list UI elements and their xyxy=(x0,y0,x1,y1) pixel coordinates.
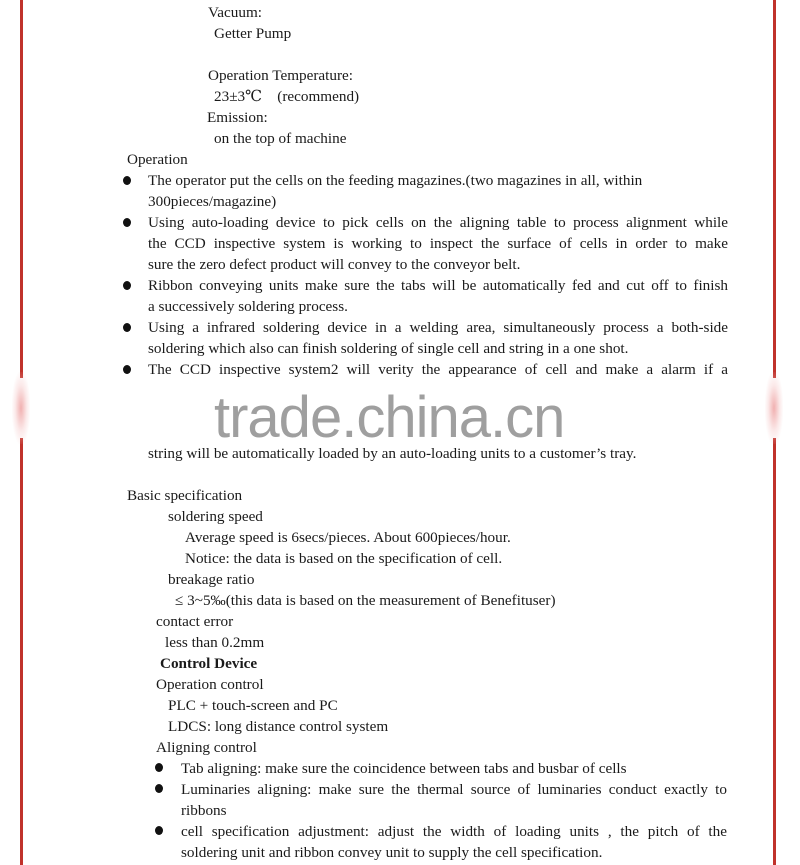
soldering-speed-label: soldering speed xyxy=(168,508,263,525)
bullet-icon xyxy=(123,218,131,227)
control-device-heading: Control Device xyxy=(160,655,258,672)
list-item-text-line: cell specification adjustment: adjust the width of loading units , the pitch of the xyxy=(181,823,727,840)
list-item-text-line: string will be automatically loaded by an auto-loading units to a customer’s tray. xyxy=(148,445,637,462)
list-item-text-line: the CCD inspective system is working to inspect the surface of cells in order to make xyxy=(148,235,728,252)
breakage-ratio-label: breakage ratio xyxy=(168,571,255,588)
soldering-speed-notice: Notice: the data is based on the specification of cell. xyxy=(185,550,503,567)
operation-control-item: PLC + touch-screen and PC xyxy=(168,697,338,714)
breakage-ratio-value: ≤ 3~5‰(this data is based on the measurement of Benefituser) xyxy=(175,592,556,609)
list-item-text-line: Using auto-loading device to pick cells on the aligning table to process alignment while xyxy=(148,214,728,231)
bullet-icon xyxy=(123,281,131,290)
emission-label: Emission: xyxy=(207,109,268,126)
bullet-icon xyxy=(123,365,131,374)
list-item-text-line: Tab aligning: make sure the coincidence between tabs and busbar of cells xyxy=(181,760,627,777)
list-item-text-line: a successively soldering process. xyxy=(148,298,348,315)
operation-control-item: LDCS: long distance control system xyxy=(168,718,389,735)
bullet-icon xyxy=(155,763,163,772)
list-item-text-line: sure the zero defect product will convey to the conveyor belt. xyxy=(148,256,521,273)
watermark-text: trade.china.cn xyxy=(214,385,565,450)
bullet-icon xyxy=(123,323,131,332)
list-item-text-line: The operator put the cells on the feeding magazines.(two magazines in all, within xyxy=(148,172,643,189)
emission-value: on the top of machine xyxy=(214,130,347,147)
contact-error-label: contact error xyxy=(156,613,234,630)
list-item-text-line: ribbons xyxy=(181,802,227,819)
list-item-text-line: soldering which also can finish soldering of single cell and string in a one shot. xyxy=(148,340,629,357)
aligning-control-label: Aligning control xyxy=(156,739,257,756)
left-border-glow xyxy=(12,372,30,444)
right-border-line xyxy=(773,0,776,378)
list-item-text-line: 300pieces/magazine) xyxy=(148,193,277,210)
list-item-text-line: Using a infrared soldering device in a welding area, simultaneously process a both-side xyxy=(148,319,728,336)
vacuum-label: Vacuum: xyxy=(208,4,262,21)
operation-heading: Operation xyxy=(127,151,188,168)
bullet-icon xyxy=(155,826,163,835)
right-border-line xyxy=(773,438,776,865)
basic-spec-heading: Basic specification xyxy=(127,487,243,504)
temperature-value: 23±3℃ (recommend) xyxy=(214,88,360,105)
left-border-line xyxy=(20,438,23,865)
vacuum-value: Getter Pump xyxy=(214,25,292,42)
list-item-text-line: Luminaries aligning: make sure the thermal source of luminaries conduct exactly to xyxy=(181,781,727,798)
soldering-speed-value: Average speed is 6secs/pieces. About 600pieces/hour. xyxy=(185,529,511,546)
list-item-text-line: soldering unit and ribbon convey unit to supply the cell specification. xyxy=(181,844,603,861)
left-border-line xyxy=(20,0,23,378)
right-border-glow xyxy=(765,372,783,444)
temperature-label: Operation Temperature: xyxy=(208,67,353,84)
operation-control-label: Operation control xyxy=(156,676,264,693)
bullet-icon xyxy=(155,784,163,793)
list-item-text-line: Ribbon conveying units make sure the tabs will be automatically fed and cut off to finish xyxy=(148,277,728,294)
bullet-icon xyxy=(123,176,131,185)
contact-error-value: less than 0.2mm xyxy=(165,634,265,651)
list-item-text-line: The CCD inspective system2 will verity the appearance of cell and make a alarm if a xyxy=(148,361,728,378)
